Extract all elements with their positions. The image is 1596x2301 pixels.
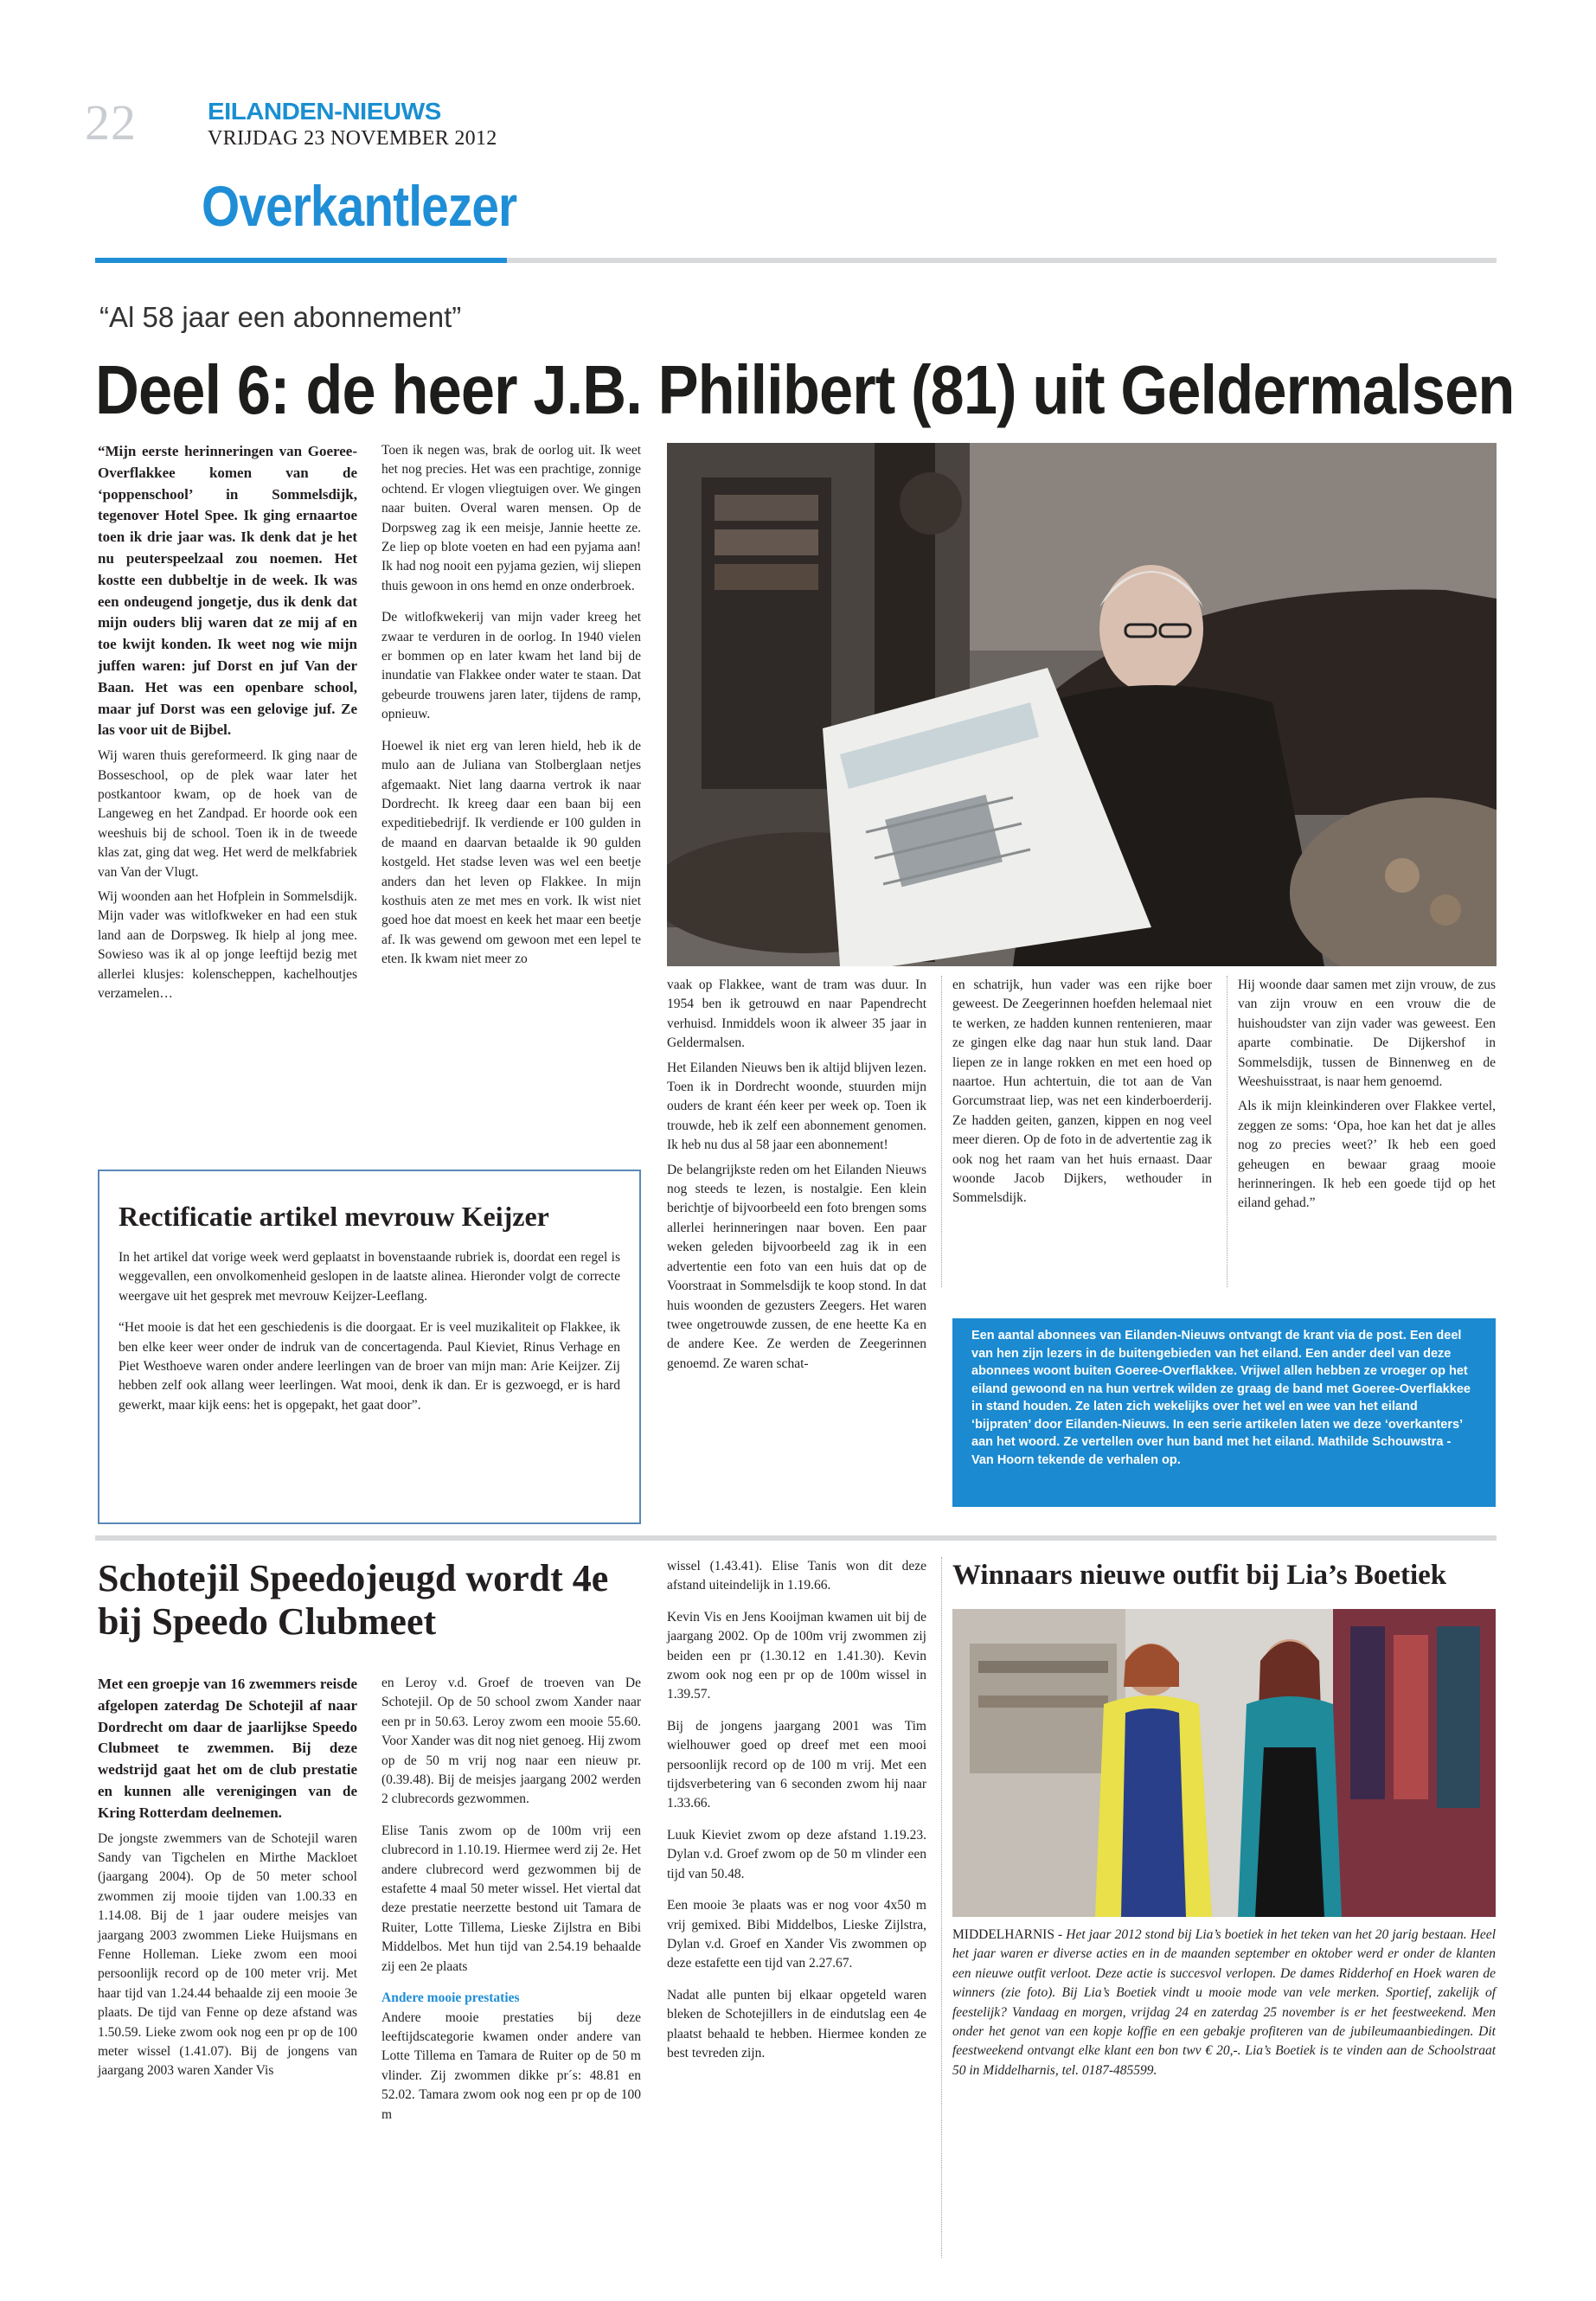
article-lead: “Mijn eerste herinneringen van Goeree-Overflakkee komen van de ‘poppenschool’ in Sommelsdijk, tegenover Hotel Spee. Ik ging ernaartoe toen ik drie jaar was. Ik denk dat je het nu peuterspeelzaal zou noemen. Het kostte een dubbeltje in de week. Ik was een ondeugend jongetje, dus ik denk dat mijn ouders blij waren dat ze mij af en toe kwijt konden. Ik weet nog wie mijn juffen waren: juf Dorst en juf Van der Baan. Het was een openbare school, maar juf Dorst was een gelovige juf. Ze las voor uit de Bijbel. (98, 443, 357, 739)
rectification-quote: “Het mooie is dat het een geschiedenis is die doorgaat. Er is veel muzikaliteit op Flakkee, ik ben elke keer weer onder de indruk van de concertagenda. Paul Kieviet, Rinus Verhage en Piet Westhoeve waren onder andere leerlingen van de broer van mijn man: Arie Keijzer. Zij hebben zelf ook allang weer leerlingen. Wat mooi, denk ik dan. Er is gezwoegd, er is hard gewerkt, maar kijk eens: het is opgepakt, het gaat door”. (119, 1320, 620, 1413)
swim-paragraph: en Leroy v.d. Groef de troeven van De Schotejil. Op de 50 school zwom Xander naar een pr in 50.63. Leroy zwom een mooie 55.60. Voor Xander was dit nog niet genoeg. Hij zwom op de 50 m vrij nog naar een nieuw pr. (0.39.48). Bij de meisjes jaargang 2002 werden 2 clubrecords gezwommen. (381, 1676, 641, 1807)
swim-paragraph: Bij de jongens jaargang 2001 was Tim wielhouwer goed op dreef met een mooi persoonlijk record op de 100 m vrij. Met een tijdsverbetering van 6 seconden zwom hij naar 1.33.66. (667, 1718, 926, 1811)
section-title: Overkantlezer (202, 174, 517, 238)
page-number: 22 (85, 94, 137, 151)
rectification-box (98, 1170, 641, 1524)
boutique-photo (952, 1609, 1496, 1917)
article-column-4 (952, 976, 1212, 1214)
issue-date: VRIJDAG 23 NOVEMBER 2012 (208, 127, 497, 150)
swim-paragraph: Nadat alle punten bij elkaar opgeteld waren bleken de Schotejillers in de eindutslag een 4e plaatst behaald te hebben. Hiermee konden ze best tevreden zijn. (667, 1987, 926, 2061)
article-paragraph: en schatrijk, hun vader was een rijke boer geweest. De Zeegerinnen hoefden helemaal niet te werken, ze hadden kunnen rentenieren, maar ze gingen elke dag naar hun stuk land. Daar liepen ze in lange rokken en met een hoed op naartoe. Hun achtertuin, die tot aan de Van Gorcumstraat liep, was net een kinderboerderij. Ze hadden geiten, ganzen, kippen en nog veel meer dieren. Op de foto in de advertentie zag ik ook nog het raam van het huis ernaast. Daar woonde Jacob Dijkers, wethouder in Sommelsdijk. (952, 977, 1212, 1206)
article-paragraph: Het Eilanden Nieuws ben ik altijd blijven lezen. Toen ik in Dordrecht woonde, stuurden mijn ouders de krant één keer per week op. Toen ik trouwde, heb ik zelf een abonnement genomen. Ik heb nu dus al 58 jaar een abonnement! (667, 1060, 926, 1153)
swim-column-1 (98, 1674, 357, 2086)
philibert-photo (667, 443, 1497, 966)
swim-subheading: Andere mooie prestaties (381, 1990, 520, 2006)
article-column-1 (98, 441, 357, 1009)
section-divider (95, 1535, 1497, 1541)
article-paragraph: Toen ik negen was, brak de oorlog uit. Ik weet het nog precies. Het was een prachtige, zonnige ochtend. Er vlogen vliegtuigen over. We gingen naar buiten. Overal waren mensen. Op de Dorpsweg zag ik een meisje, Jannie heette ze. Ze liep op blote voeten en had een pyjama aan! Ik had nog nooit een pyjama gezien, wij sliepen thuis gewoon in ons hemd en onze onderbroek. (381, 443, 641, 593)
swim-paragraph: Elise Tanis zwom op de 100m vrij een clubrecord in 1.10.19. Hiermee werd zij 2e. Het andere clubrecord werd gezwommen bij de estafette 4 maal 50 meter wissel. Het viertal dat deze prestatie neerzette bestond uit Tamara de Ruiter, Lotte Tillema, Lieske Zijlstra en Bibi Middelbos. Met hun tijd van 2.54.19 behaalde zij een 2e plaats (381, 1823, 641, 1974)
masthead-logo: EILANDEN-NIEUWS (208, 98, 441, 125)
article-kicker: “Al 58 jaar een abonnement” (99, 301, 462, 333)
article-paragraph: De belangrijkste reden om het Eilanden Nieuws nog steeds te lezen, is nostalgie. Een klein berichtje of bijvoorbeeld een foto brengen soms allerlei herinneringen naar boven. Een paar weken geleden bijvoorbeeld zag ik in een advertentie een foto van een huis dat op de Voorstraat in Sommelsdijk te koop stond. In dat huis woonden de gezusters Zeegers. Het waren twee ongetrouwde zussen, de ene heette Ka en de andere Kee. Ze werden de Zeegerinnen genoemd. Ze waren schat- (667, 1162, 926, 1371)
rectification-title: Rectificatie artikel mevrouw Keijzer (119, 1201, 549, 1232)
article-headline: Deel 6: de heer J.B. Philibert (81) uit Geldermalsen (95, 351, 1515, 428)
caption-text: Het jaar 2012 stond bij Lia’s boetiek in het teken van het 20 jarig bestaan. Heel het jaar waren er diverse acties en in de maanden september en oktober werd er onder de klanten een nieuwe outfit verloot. Deze actie is succesvol verlopen. De dames Ridderhof en Hoek waren de winners (zie foto). Bij Lia’s Boetiek vindt u mooie mode van vele merken. Sportief, zakelijk of feestelijk? Vandaag en morgen, vrijdag 24 en zaterdag 25 november is er het feestweekend. Men onder het genot van een kopje koffie en een gebakje profiteren van de jubileumaanbiedingen. Dit feestweekend ontvangt elke klant een bon twv € 20,-. Lia’s Boetiek is te vinden aan de Schoolstraat 50 in Middelharnis, tel. 0187-485599. (952, 1927, 1496, 2078)
swim-paragraph: Luuk Kieviet zwom op deze afstand 1.19.23. Dylan v.d. Groef zwom op de 50 m vlinder een tijd van 50.48. (667, 1827, 926, 1881)
swim-column-3 (667, 1557, 926, 2068)
boutique-caption (952, 1926, 1496, 2080)
info-box: Een aantal abonnees van Eilanden-Nieuws ontvangt de krant via de post. Een deel van hen zijn lezers in de buitengebieden van het eiland. Een ander deel van deze abonnees woont buiten Goeree-Overflakkee. Vrijwel allen hebben ze vroeger op het eiland gewoond en na hun vertrek wilden ze graag de band met Goeree-Overflakkee in stand houden. Ze laten zich wekelijks over het wel en wee van het eiland ‘bijpraten’ door Eilanden-Nieuws. In een serie artikelen laten we deze ‘overkanters’ aan het woord. Ze vertellen over hun band met het eiland. Mathilde Schouwstra - Van Hoorn tekende de verhalen op. (952, 1318, 1496, 1507)
header-divider-accent (95, 258, 507, 263)
swim-paragraph: Andere mooie prestaties bij deze leeftijdscategorie kwamen onder andere van Lotte Tillema en Tamara de Ruiter op de 50 m vlinder. Zij zwommen dikke pr´s: 48.81 en 52.02. Tamara zwom ook nog een pr op de 100 m (381, 2009, 641, 2122)
article-paragraph: Wij woonden aan het Hofplein in Sommelsdijk. Mijn vader was witlofkweker en had een stuk land aan de Dorpsweg. Ik hielp al jong mee. Sowieso was ik al op jonge leeftijd bezig met allerlei klusjes: kolenscheppen, kachelhoutjes verzamelen… (98, 889, 357, 1002)
caption-dateline: MIDDELHARNIS - (952, 1927, 1063, 1942)
article-column-3 (667, 976, 926, 1379)
swim-paragraph: wissel (1.43.41). Elise Tanis won dit deze afstand uiteindelijk in 1.19.66. (667, 1559, 926, 1593)
swim-paragraph: Een mooie 3e plaats was er nog voor 4x50 m vrij gemixed. Bibi Middelbos, Lieske Zijlstra, Dylan v.d. Groef en Xander Vis zwommen op deze estafette een tijd van 2.27.67. (667, 1898, 926, 1971)
boutique-photo-illustration (952, 1609, 1496, 1917)
article-paragraph: vaak op Flakkee, want de tram was duur. In 1954 ben ik getrouwd en naar Papendrecht verhuisd. Inmiddels woon ik alweer 35 jaar in Geldermalsen. (667, 977, 926, 1051)
article-paragraph: Als ik mijn kleinkinderen over Flakkee vertel, zeggen ze soms: ‘Opa, hoe kan het dat je alles nog zo precies weet?’ Ik heb een goed geheugen en bewaar graag mooie herinneringen. Ik heb een goede tijd op het eiland gehad.” (1238, 1099, 1496, 1211)
swim-paragraph: De jongste zwemmers van de Schotejil waren Sandy van Tigchelen en Mirthe Mackloet (jaargang 2004). Op de 50 meter school zwommen zij mooie tijden van 1.00.33 en 1.14.08. Bij de 1 jaar oudere meisjes van jaargang 2003 zwommen Lieke Huijsmans en Fenne Holleman. Lieke zwom een mooi persoonlijk record op de 100 meter vrij. Met haar tijd van 1.24.44 behaalde zij een mooie 3e plaats. De tijd van Fenne op deze afstand was 1.50.59. Lieke zwom ook nog een pr op de 100 meter wissel (1.41.07). Bij de jongens van jaargang 2003 waren Xander Vis (98, 1830, 357, 2079)
article-paragraph: Hij woonde daar samen met zijn vrouw, de zus van zijn vrouw en een vrouw die de huishoudster van zijn vader was geweest. Een aparte combinatie. De Dijkershof in Sommelsdijk, tussen de Binnenweg en de Weeshuisstraat, is naar hem genoemd. (1238, 977, 1496, 1090)
photo-illustration (667, 443, 1497, 966)
article-column-5 (1238, 976, 1496, 1219)
article-paragraph: De witlofkwekerij van mijn vader kreeg het zwaar te verduren in de oorlog. In 1940 vielen er bommen op en later kwam het land bij de inundatie van Flakkee onder water te staan. Dat gebeurde trouwens jaren later, tijdens de ramp, opnieuw. (381, 610, 641, 722)
swim-headline: Schotejil Speedojeugd wordt 4e bij Speedo Clubmeet (98, 1557, 609, 1643)
article-paragraph: Hoewel ik niet erg van leren hield, heb ik de mulo aan de Juliana van Stolberglaan netjes afgemaakt. Niet lang daarna vertrok ik naar Dordrecht. Ik kreeg daar een baan bij een expeditiebedrijf. Ik verdiende er 100 gulden in de maand en daarvan betaalde ik 90 gulden kostgeld. Het stadse leven was wel een beetje anders dan het leven op Flakkee. In mijn kosthuis aten ze met mes en vork. Ik wist niet goed hoe dat moest en keek het maar een beetje af. Ik was gewend om gewoon met een lepel te eten. Ik kwam niet meer zo (381, 738, 641, 967)
swim-paragraph: Kevin Vis en Jens Kooijman kwamen uit bij de jaargang 2002. Op de 100m vrij zwommen zij beiden een pr (1.30.12 en 1.41.30). Kevin zwom ook nog een pr op de 100m wissel in 1.39.57. (667, 1609, 926, 1702)
rectification-paragraph: In het artikel dat vorige week werd geplaatst in bovenstaande rubriek is, doordat een regel is weggevallen, een onvolkomenheid geslopen in de laatste alinea. Hieronder volgt de correcte weergave uit het gesprek met mevrouw Keijzer-Leeflang. (119, 1250, 620, 1304)
swim-column-2 (381, 1674, 641, 2130)
column-divider (941, 976, 942, 1287)
column-divider (941, 1557, 942, 2258)
boutique-headline: Winnaars nieuwe outfit bij Lia’s Boetiek (952, 1560, 1447, 1591)
article-column-2 (381, 441, 641, 975)
article-paragraph: Wij waren thuis gereformeerd. Ik ging naar de Bosseschool, op de plek waar later het postkantoor kwam, op de hoek van de Langeweg en het Zandpad. Er hoorde ook een weeshuis bij de school. Toen ik in de tweede klas zat, ging dat weg. Het werd de melkfabriek van Van der Vlugt. (98, 748, 357, 880)
swim-lead: Met een groepje van 16 zwemmers reisde afgelopen zaterdag De Schotejil af naar Dordrecht om daar de jaarlijkse Speedo Clubmeet te zwemmen. Bij deze wedstrijd gaat het om de club prestatie en kunnen alle verenigingen van de Kring Rotterdam deelnemen. (98, 1676, 357, 1821)
